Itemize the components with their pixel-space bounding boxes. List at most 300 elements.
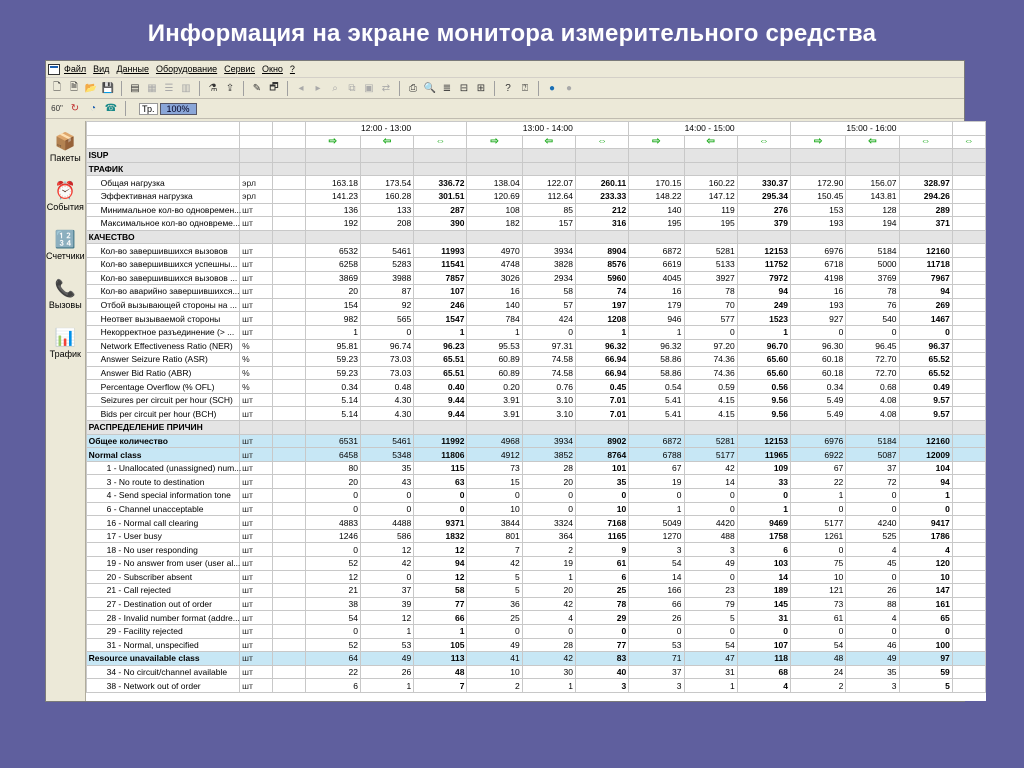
clock-icon[interactable]: ◔ [89, 103, 97, 114]
table-row[interactable] [86, 271, 985, 285]
value-cell: 6872 [629, 244, 684, 258]
value-cell [846, 421, 899, 435]
table-row[interactable] [86, 353, 985, 367]
value-cell: 85 [522, 203, 575, 217]
value-cell: 4.08 [846, 407, 899, 421]
row-name: 38 - Network out of order [86, 679, 240, 693]
sidebar-item-0[interactable] [46, 121, 85, 170]
value-cell [846, 162, 899, 176]
table-row[interactable] [86, 230, 985, 244]
period-header[interactable]: 15:00 - 16:00 [791, 122, 953, 136]
header-cell-blank [240, 135, 273, 149]
value-cell: 5.49 [791, 407, 846, 421]
pen-icon[interactable]: ✎ [252, 82, 262, 94]
total-cell: 294.26 [899, 189, 952, 203]
period-header[interactable]: 13:00 - 14:00 [467, 122, 629, 136]
table-row[interactable] [86, 393, 985, 407]
total-cell: 197 [575, 298, 628, 312]
menu-file[interactable]: Файл [64, 64, 87, 74]
row-unit: шт [240, 298, 273, 312]
value-cell: 14 [684, 475, 737, 489]
table-row[interactable] [86, 652, 985, 666]
total-cell: 1467 [899, 312, 952, 326]
value-cell: 5 [467, 584, 522, 598]
row-blank [952, 353, 985, 367]
table-row[interactable] [86, 380, 985, 394]
value-cell: 31 [684, 665, 737, 679]
value-cell: 163.18 [305, 176, 360, 190]
value-cell: 45 [846, 557, 899, 571]
arrow-right-icon[interactable]: ▸ [315, 82, 321, 94]
phone-icon[interactable]: ☎ [104, 103, 118, 114]
export-icon[interactable]: ⇪ [225, 82, 235, 94]
value-cell: 1270 [629, 529, 684, 543]
help-icon[interactable]: ⍰ [522, 82, 528, 94]
toolbar-separator [243, 81, 244, 96]
menu-window[interactable]: Окно [262, 64, 283, 74]
total-cell: 11752 [737, 257, 790, 271]
total-cell: 103 [737, 557, 790, 571]
value-cell: 3769 [846, 271, 899, 285]
copy-icon[interactable]: ⧉ [348, 82, 356, 94]
sidebar-icon: 📊 [54, 328, 76, 347]
value-cell: 10 [791, 570, 846, 584]
open-folder-icon[interactable]: 📂 [84, 82, 98, 94]
split-v-icon[interactable]: ⊞ [476, 82, 486, 94]
row-blank [272, 339, 305, 353]
row-name: Отбой вызывающей стороны на ... [86, 298, 240, 312]
total-cell: 0 [899, 325, 952, 339]
total-cell: 233.33 [575, 189, 628, 203]
direction-header[interactable] [629, 135, 684, 149]
value-cell: 801 [467, 529, 522, 543]
header-cell-blank [272, 122, 305, 136]
app-icon[interactable] [48, 64, 60, 75]
value-cell: 0 [684, 489, 737, 503]
row-name: 18 - No user responding [86, 543, 240, 557]
sidebar-item-2[interactable] [46, 219, 85, 268]
table-row[interactable] [86, 189, 985, 203]
value-cell: 1 [629, 502, 684, 516]
direction-header[interactable] [791, 135, 846, 149]
data-grid [86, 121, 986, 693]
table-row[interactable] [86, 285, 985, 299]
value-cell: 160.28 [360, 189, 413, 203]
value-cell: 6 [305, 679, 360, 693]
row-unit: шт [240, 434, 273, 448]
row-blank [952, 421, 985, 435]
value-cell: 946 [629, 312, 684, 326]
table-icon[interactable]: ▦ [147, 82, 157, 94]
value-cell: 160.22 [684, 176, 737, 190]
period-header[interactable]: 14:00 - 15:00 [629, 122, 791, 136]
total-cell: 107 [737, 638, 790, 652]
value-cell: 2 [522, 543, 575, 557]
value-cell: 49 [360, 652, 413, 666]
total-cell: 0.49 [899, 380, 952, 394]
row-unit: шт [240, 516, 273, 530]
value-cell: 6718 [791, 257, 846, 271]
value-cell: 22 [791, 475, 846, 489]
row-name: 28 - Invalid number format (addre... [86, 611, 240, 625]
value-cell: 64 [305, 652, 360, 666]
table-row[interactable] [86, 421, 985, 435]
table-row[interactable] [86, 312, 985, 326]
value-cell: 71 [629, 652, 684, 666]
table-row[interactable] [86, 434, 985, 448]
value-cell: 4 [846, 611, 899, 625]
value-cell: 150.45 [791, 189, 846, 203]
value-cell [360, 149, 413, 163]
value-cell: 74.58 [522, 353, 575, 367]
total-cell: 9.57 [899, 407, 952, 421]
sidebar-item-4[interactable] [46, 317, 85, 366]
preview-icon[interactable]: 🔍 [423, 82, 437, 94]
row-name: ISUP [86, 149, 240, 163]
value-cell: 5283 [360, 257, 413, 271]
value-cell: 42 [467, 557, 522, 571]
direction-header[interactable] [522, 135, 575, 149]
value-cell: 128 [846, 203, 899, 217]
value-cell: 14 [629, 570, 684, 584]
table-row[interactable] [86, 149, 985, 163]
value-cell: 52 [305, 638, 360, 652]
value-cell: 1 [305, 325, 360, 339]
table-row[interactable] [86, 529, 985, 543]
direction-header[interactable] [414, 135, 467, 149]
sixty-sec-icon[interactable]: 60" [51, 104, 63, 113]
row-name: РАСПРЕДЕЛЕНИЕ ПРИЧИН [86, 421, 240, 435]
row-unit: шт [240, 665, 273, 679]
row-name: Percentage Overflow (% OFL) [86, 380, 240, 394]
new-doc-icon[interactable]: 🗎 [69, 81, 79, 93]
value-cell: 76 [846, 298, 899, 312]
value-cell: 4240 [846, 516, 899, 530]
total-cell [899, 230, 952, 244]
table-row[interactable] [86, 325, 985, 339]
row-blank [272, 638, 305, 652]
table-row[interactable] [86, 489, 985, 503]
table-row[interactable] [86, 665, 985, 679]
bidirectional-arrow-icon: ⇔ [435, 136, 446, 148]
row-unit: шт [240, 285, 273, 299]
total-cell: 9 [575, 543, 628, 557]
table-row[interactable] [86, 638, 985, 652]
menu-equipment[interactable]: Оборудование [155, 64, 218, 74]
row-blank [952, 570, 985, 584]
grid-icon[interactable]: ▥ [181, 82, 191, 94]
table-row[interactable] [86, 584, 985, 598]
value-cell: 0 [791, 624, 846, 638]
value-cell: 19 [629, 475, 684, 489]
table-row[interactable] [86, 611, 985, 625]
row-blank [272, 312, 305, 326]
sidebar-item-label: Трафик [49, 349, 81, 359]
value-cell: 67 [629, 461, 684, 475]
header-cell-blank [86, 122, 240, 136]
value-cell: 6532 [305, 244, 360, 258]
table-row[interactable] [86, 448, 985, 462]
row-name: Некорректное разъединение (> ... [86, 325, 240, 339]
total-cell: 330.37 [737, 176, 790, 190]
value-cell: 4.30 [360, 393, 413, 407]
value-cell: 80 [305, 461, 360, 475]
total-cell: 8764 [575, 448, 628, 462]
value-cell: 927 [791, 312, 846, 326]
toolbar-separator [538, 81, 539, 96]
table-row[interactable] [86, 679, 985, 693]
row-unit: % [240, 353, 273, 367]
value-cell: 0 [522, 325, 575, 339]
direction-header[interactable] [899, 135, 952, 149]
value-cell: 2 [791, 679, 846, 693]
value-cell: 0 [522, 624, 575, 638]
total-cell [899, 149, 952, 163]
value-cell: 195 [629, 217, 684, 231]
direction-header[interactable] [737, 135, 790, 149]
value-cell: 66 [629, 597, 684, 611]
value-cell: 1261 [791, 529, 846, 543]
total-cell: 96.23 [414, 339, 467, 353]
value-cell: 0.20 [467, 380, 522, 394]
value-cell: 49 [684, 557, 737, 571]
value-cell: 60.18 [791, 353, 846, 367]
table-row[interactable] [86, 339, 985, 353]
value-cell: 122.07 [522, 176, 575, 190]
value-cell: 5461 [360, 434, 413, 448]
value-cell: 194 [846, 217, 899, 231]
total-cell: 5960 [575, 271, 628, 285]
menu-help[interactable]: ? [289, 64, 295, 74]
row-unit: шт [240, 461, 273, 475]
value-cell: 37 [629, 665, 684, 679]
table-row[interactable] [86, 244, 985, 258]
outgoing-arrow-icon: ⇨ [490, 136, 499, 148]
value-cell: 4488 [360, 516, 413, 530]
total-cell: 1 [414, 325, 467, 339]
sidebar-item-3[interactable] [46, 268, 85, 317]
value-cell: 19 [522, 557, 575, 571]
properties-icon[interactable]: 🗗 [269, 81, 279, 93]
value-cell [684, 230, 737, 244]
chart-icon[interactable]: ▤ [130, 82, 140, 94]
table-row[interactable] [86, 502, 985, 516]
row-unit: шт [240, 448, 273, 462]
value-cell: 153 [791, 203, 846, 217]
list-icon[interactable]: ☰ [164, 82, 174, 94]
row-blank [952, 461, 985, 475]
direction-header[interactable] [305, 135, 360, 149]
value-cell: 54 [684, 638, 737, 652]
row-name: 20 - Subscriber absent [86, 570, 240, 584]
value-cell: 78 [684, 285, 737, 299]
main-content [46, 121, 974, 701]
row-name: Кол-во завершившихся успешны... [86, 257, 240, 271]
row-blank [272, 665, 305, 679]
value-cell: 170.15 [629, 176, 684, 190]
total-cell: 29 [575, 611, 628, 625]
value-cell: 5133 [684, 257, 737, 271]
table-row[interactable] [86, 570, 985, 584]
menu-view[interactable]: Вид [93, 64, 110, 74]
value-cell: 3934 [522, 244, 575, 258]
total-cell: 6 [737, 543, 790, 557]
row-unit: шт [240, 244, 273, 258]
value-cell: 3927 [684, 271, 737, 285]
total-cell: 12160 [899, 244, 952, 258]
scale-control[interactable] [139, 103, 197, 115]
row-unit: шт [240, 393, 273, 407]
table-row[interactable] [86, 217, 985, 231]
value-cell: 46 [846, 638, 899, 652]
table-row[interactable] [86, 203, 985, 217]
row-blank [272, 407, 305, 421]
total-cell: 65.60 [737, 366, 790, 380]
value-cell: 26 [846, 584, 899, 598]
direction-header[interactable] [846, 135, 899, 149]
row-name: Эффективная нагрузка [86, 189, 240, 203]
row-blank [272, 529, 305, 543]
data-grid-container[interactable] [86, 121, 986, 701]
total-cell: 11992 [414, 434, 467, 448]
menu-data[interactable]: Данные [116, 64, 149, 74]
direction-header[interactable] [575, 135, 628, 149]
total-cell: 246 [414, 298, 467, 312]
table-row[interactable] [86, 176, 985, 190]
direction-header[interactable] [360, 135, 413, 149]
value-cell: 4 [846, 543, 899, 557]
toolbar-separator [125, 101, 126, 116]
table-row[interactable] [86, 543, 985, 557]
value-cell: 60.89 [467, 353, 522, 367]
value-cell: 0 [305, 543, 360, 557]
row-name: Общая нагрузка [86, 176, 240, 190]
total-cell [737, 421, 790, 435]
row-unit: шт [240, 652, 273, 666]
row-name: Resource unavailable class [86, 652, 240, 666]
total-cell: 7967 [899, 271, 952, 285]
value-cell: 35 [360, 461, 413, 475]
table-row[interactable] [86, 366, 985, 380]
scale-value[interactable]: 100% [160, 103, 197, 115]
period-header[interactable]: 12:00 - 13:00 [305, 122, 467, 136]
total-cell: 74 [575, 285, 628, 299]
paste-icon[interactable]: ▣ [364, 82, 374, 94]
toolbar-separator [287, 81, 288, 96]
total-cell: 269 [899, 298, 952, 312]
total-cell: 336.72 [414, 176, 467, 190]
table-row[interactable] [86, 475, 985, 489]
sidebar-item-1[interactable] [46, 170, 85, 219]
table-row[interactable] [86, 407, 985, 421]
sidebar-icon: 📞 [54, 279, 76, 298]
value-cell: 121 [791, 584, 846, 598]
row-blank [952, 285, 985, 299]
total-cell: 9.56 [737, 407, 790, 421]
context-help-icon[interactable]: ? [505, 82, 511, 94]
row-blank [952, 189, 985, 203]
value-cell: 16 [629, 285, 684, 299]
value-cell: 48 [791, 652, 846, 666]
find-icon[interactable]: ⌕ [332, 82, 338, 94]
value-cell: 74.58 [522, 366, 575, 380]
row-blank [952, 652, 985, 666]
total-cell: 118 [737, 652, 790, 666]
row-blank [952, 529, 985, 543]
row-blank [272, 189, 305, 203]
arrow-left-icon[interactable]: ◂ [298, 82, 304, 94]
value-cell [791, 162, 846, 176]
value-cell: 87 [360, 285, 413, 299]
replace-icon[interactable]: ⇄ [381, 82, 391, 94]
value-cell: 12 [360, 543, 413, 557]
value-cell: 6976 [791, 434, 846, 448]
direction-header[interactable] [684, 135, 737, 149]
total-cell: 7972 [737, 271, 790, 285]
value-cell: 540 [846, 312, 899, 326]
menu-service[interactable]: Сервис [224, 64, 255, 74]
split-h-icon[interactable]: ⊟ [459, 82, 469, 94]
table-row[interactable] [86, 461, 985, 475]
total-cell: 189 [737, 584, 790, 598]
value-cell: 70 [684, 298, 737, 312]
row-blank [952, 366, 985, 380]
row-unit [240, 162, 273, 176]
total-cell: 0 [414, 489, 467, 503]
row-name: 34 - No circuit/channel available [86, 665, 240, 679]
outgoing-arrow-icon: ⇨ [328, 136, 337, 148]
value-cell: 4748 [467, 257, 522, 271]
table-row[interactable] [86, 298, 985, 312]
value-cell: 577 [684, 312, 737, 326]
value-cell: 140 [629, 203, 684, 217]
value-cell: 0 [791, 502, 846, 516]
total-cell: 1523 [737, 312, 790, 326]
layers-icon[interactable]: ≣ [442, 82, 452, 94]
table-row[interactable] [86, 624, 985, 638]
table-row[interactable] [86, 257, 985, 271]
row-unit: % [240, 339, 273, 353]
value-cell: 2934 [522, 271, 575, 285]
value-cell: 179 [629, 298, 684, 312]
value-cell: 5087 [846, 448, 899, 462]
direction-header[interactable] [467, 135, 522, 149]
table-row[interactable] [86, 162, 985, 176]
value-cell: 133 [360, 203, 413, 217]
total-cell: 66 [414, 611, 467, 625]
value-cell [305, 230, 360, 244]
value-cell: 0 [467, 624, 522, 638]
table-row[interactable] [86, 597, 985, 611]
value-cell: 0.48 [360, 380, 413, 394]
row-blank [952, 516, 985, 530]
print-icon[interactable]: ⎙ [409, 82, 417, 94]
new-file-icon[interactable]: 🗋 [52, 81, 62, 93]
value-cell: 586 [360, 529, 413, 543]
refresh-icon[interactable]: ↻ [70, 103, 80, 114]
table-row[interactable] [86, 516, 985, 530]
filter-icon[interactable]: ⚗ [208, 82, 218, 94]
row-unit: эрл [240, 176, 273, 190]
row-blank [952, 312, 985, 326]
save-icon[interactable]: 💾 [101, 82, 115, 94]
globe-icon[interactable]: ● [548, 82, 556, 94]
table-row[interactable] [86, 557, 985, 571]
total-cell: 0 [899, 502, 952, 516]
row-blank [952, 489, 985, 503]
stop-icon[interactable]: ● [565, 82, 573, 94]
total-cell: 316 [575, 217, 628, 231]
